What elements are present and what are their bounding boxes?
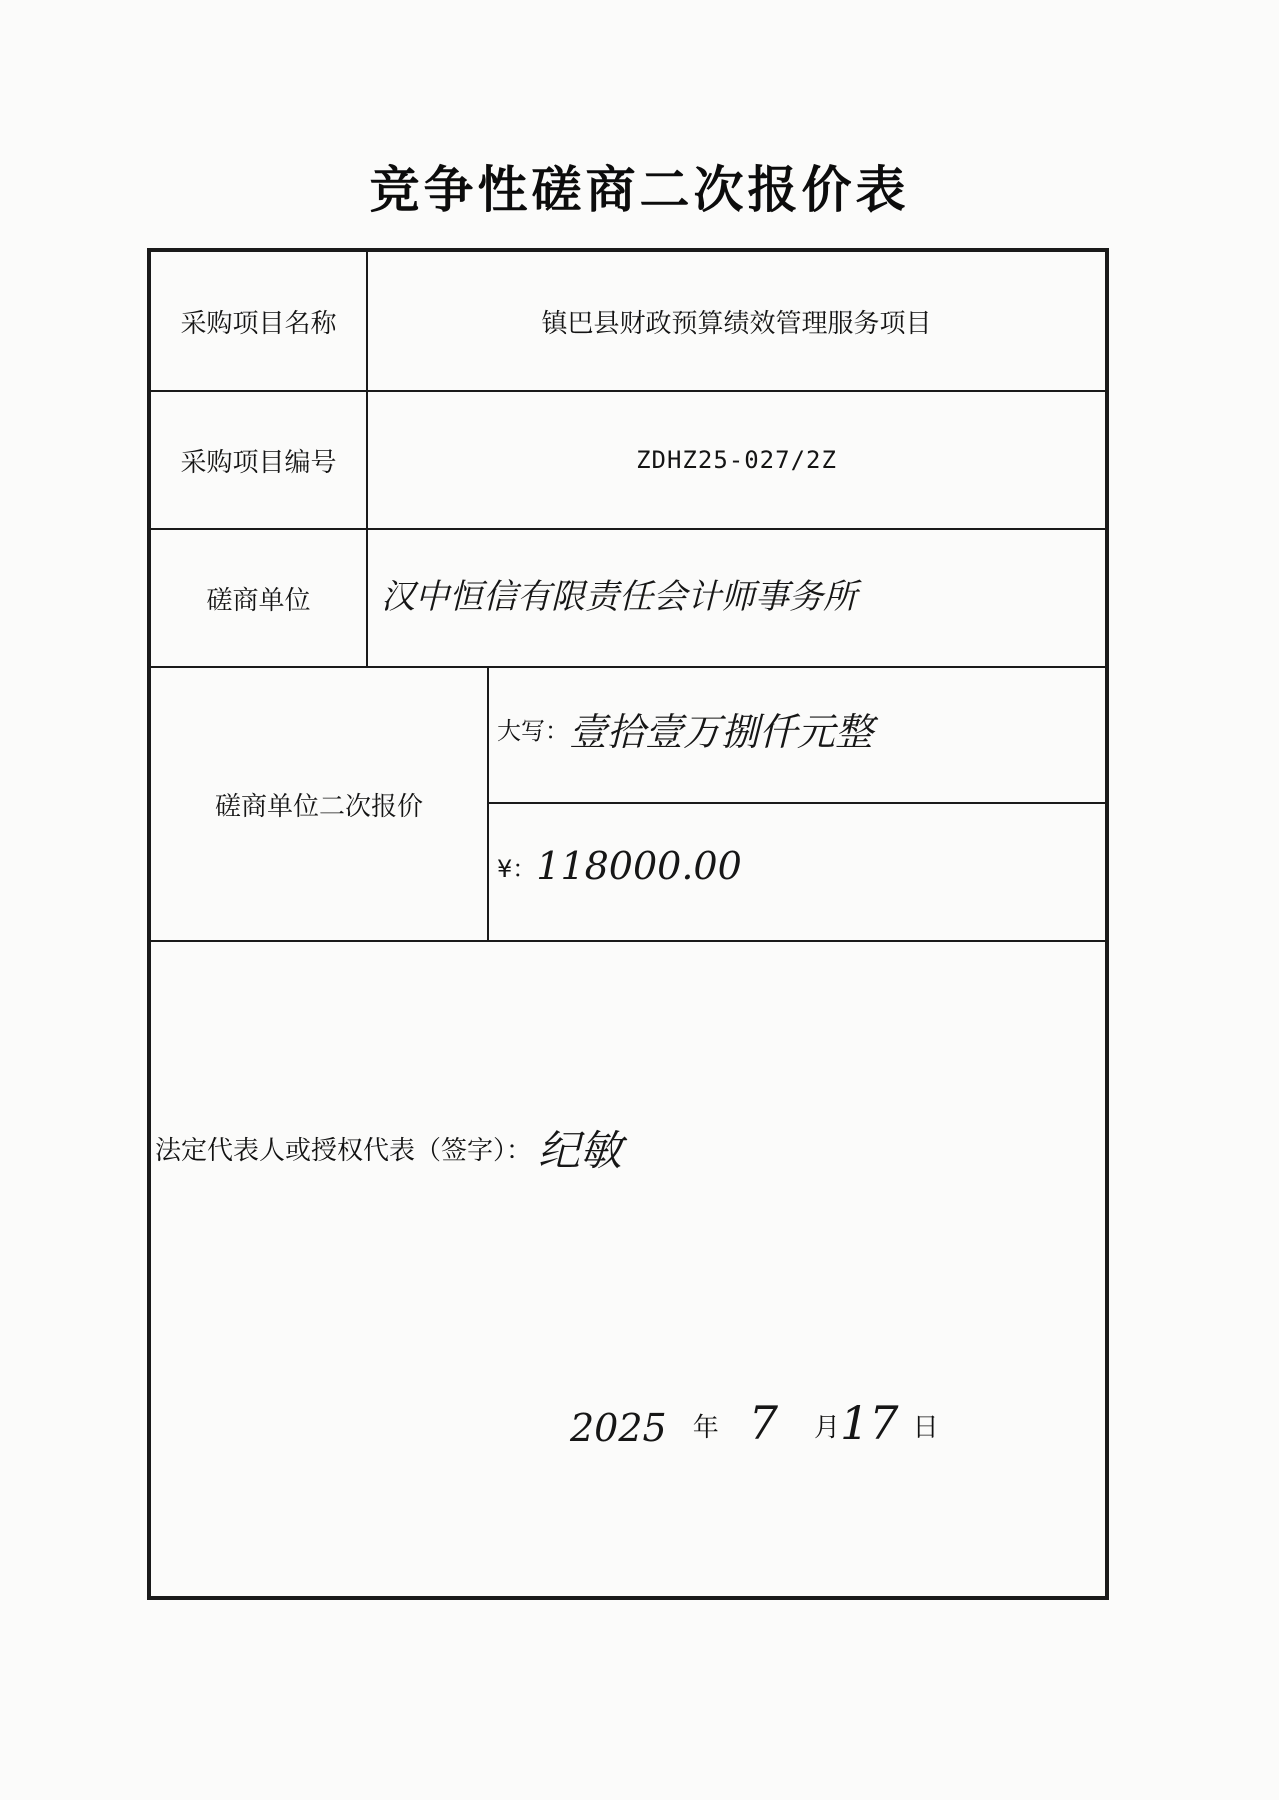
date-month-unit: 月 xyxy=(814,1413,841,1443)
capital-amount-cell xyxy=(497,668,1101,788)
date-year-unit: 年 xyxy=(692,1413,719,1443)
date-day: 17 xyxy=(840,1396,899,1450)
capital-amount-value: 壹拾壹万捌仟元整 xyxy=(569,709,874,754)
numeric-prefix: ¥： xyxy=(497,854,537,883)
project-name-value: 镇巴县财政预算绩效管理服务项目 xyxy=(541,308,932,339)
signature-label: 法定代表人或授权代表（签字）： xyxy=(155,1135,533,1166)
date-year: 2025 xyxy=(570,1406,667,1450)
column-divider xyxy=(487,666,489,940)
quote-label: 磋商单位二次报价 xyxy=(214,791,423,822)
row-divider xyxy=(151,940,1105,942)
project-name-label: 采购项目名称 xyxy=(180,308,337,339)
signature-row xyxy=(155,1118,622,1178)
vendor-value: 汉中恒信有限责任会计师事务所 xyxy=(381,576,857,617)
project-code-value: ZDHZ25-027/2Z xyxy=(636,446,837,474)
capital-prefix: 大写： xyxy=(497,716,569,745)
numeric-amount-cell xyxy=(497,804,1101,928)
date-month: 7 xyxy=(748,1396,779,1450)
numeric-amount-value: 118000.00 xyxy=(536,844,742,888)
vendor-label: 磋商单位 xyxy=(206,585,311,616)
signature-name: 纪敏 xyxy=(538,1126,623,1175)
date-row xyxy=(570,1370,939,1450)
document-title: 竞争性磋商二次报价表 xyxy=(369,161,910,219)
project-code-label: 采购项目编号 xyxy=(180,447,337,478)
date-day-unit: 日 xyxy=(912,1413,939,1443)
